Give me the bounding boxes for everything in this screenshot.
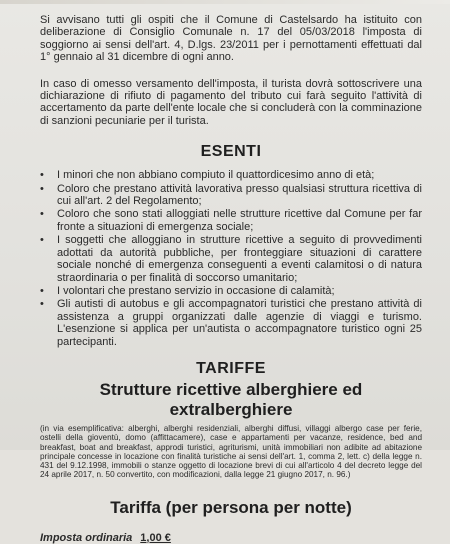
tariffa-title: Tariffa (per persona per notte) (110, 497, 352, 517)
list-item (40, 234, 422, 284)
bullet-icon: • (40, 234, 44, 247)
ordinary-tax-row (40, 532, 422, 544)
list-item-text: Coloro che sono stati alloggiati nelle strutture ricettive dal Comune per far fronte a situazioni di emergenza sociale; (57, 208, 422, 233)
esenti-heading: ESENTI (200, 143, 262, 161)
bullet-icon: • (40, 182, 44, 195)
list-item (40, 183, 422, 208)
ordinary-tax-label: Imposta ordinaria (40, 531, 133, 544)
tariffe-heading: TARIFFE (196, 359, 266, 377)
list-item-text: I volontari che prestano servizio in occasione di calamità; (57, 284, 335, 297)
omission-paragraph: In caso di omesso versamento dell'imposta, il turista dovrà sottoscrivere una dichiarazione di rifiuto di pagamento del tributo cui farà seguito l'attività di accertamento da parte dell'ente locale che si concluderà con la comminazione di sanzioni pecuniarie per il turista. (40, 77, 422, 127)
list-item (40, 285, 422, 297)
structures-subheading: Strutture ricettive alberghiere ed extralberghiere (99, 379, 363, 419)
structures-note: (in via esemplificativa: alberghi, alberghi residenziali, alberghi diffusi, villaggi albergo case per ferie, ostelli della gioventù, domo (affittacamere), case e appartamenti per vacanze, residence, bed and breakfast, boat and breakfast, approdi turistici, agriturismi, unità immobiliari non adibite ad abitazione principale concesse in locazione con finalità turistiche ai sensi dell'art. 1, comma 2, lett. c) della legge n. 431 del 9.12.1998, immobili o stanze oggetto di locazione brevi di cui all'articolo 4 del decreto legge del 24 aprile 2017, n. 50 convertito, con modificazioni, dalla legge 21 giugno 2017, n. 96.) (40, 423, 422, 480)
list-item (40, 208, 422, 233)
list-item-text: I minori che non abbiano compiuto il quattordicesimo anno di età; (57, 169, 375, 182)
bullet-icon: • (40, 284, 44, 297)
bullet-icon: • (40, 169, 44, 182)
list-item-text: Coloro che prestano attività lavorativa presso qualsiasi struttura ricettiva di cui all'art. 2 del Regolamento; (57, 182, 422, 208)
bullet-icon: • (40, 298, 44, 311)
ordinary-tax-value: 1,00 € (140, 531, 171, 544)
list-item (40, 298, 422, 348)
bullet-icon: • (40, 208, 44, 221)
list-item-text: I soggetti che alloggiano in strutture ricettive a seguito di provvedimenti adottati da autorità pubbliche, per fronteggiare situazioni di carattere sociale nonché di emergenza conseguenti a eventi calamitosi o di natura straordinaria o per finalità di soccorso umanitario; (57, 234, 422, 284)
esenti-list (40, 169, 422, 348)
list-item (40, 169, 422, 181)
list-item-text: Gli autisti di autobus e gli accompagnatori turistici che prestano attività di assistenza a gruppi organizzati dalle agenzie di viaggi e turismo. L'esenzione si applica per un'autista o accompagnatore turistico ogni 25 partecipanti. (57, 298, 422, 348)
intro-paragraph: Si avvisano tutti gli ospiti che il Comune di Castelsardo ha istituito con deliberazione di Consiglio Comunale n. 17 del 05/03/2018 l'imposta di soggiorno ai sensi dell'art. 4, D.lgs. 23/2011 per i pernottamenti effettuati dal 1° gennaio al 31 dicembre di ogni anno. (40, 14, 422, 64)
